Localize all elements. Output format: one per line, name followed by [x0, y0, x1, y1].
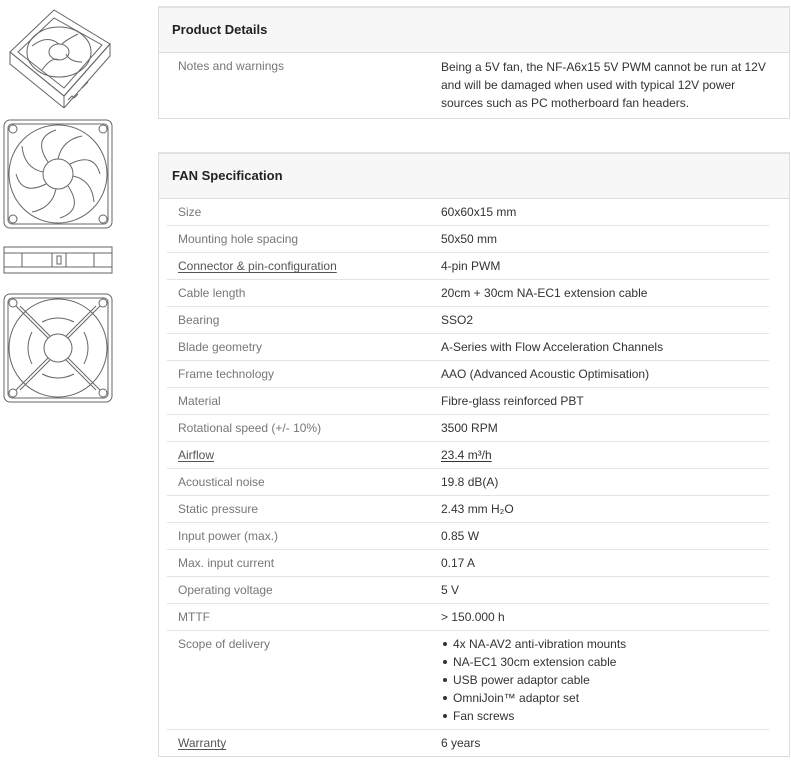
spec-value: 19.8 dB(A): [441, 475, 499, 489]
spec-row-mounting: [167, 226, 769, 253]
spec-row-blade: [167, 334, 769, 361]
spec-label: Mounting hole spacing: [178, 232, 299, 246]
spec-value: 6 years: [441, 736, 481, 750]
spec-row-pressure: [167, 496, 769, 523]
spec-value: 3500 RPM: [441, 421, 498, 435]
connector-link[interactable]: Connector & pin-configuration: [178, 259, 337, 273]
spec-label: MTTF: [178, 610, 210, 624]
spec-table: [159, 199, 789, 756]
spec-row-airflow: [167, 442, 769, 469]
spec-value: 2.43 mm H₂O: [441, 502, 514, 516]
product-details-panel: [158, 6, 790, 119]
spec-label: Material: [178, 394, 221, 408]
spec-row-warranty: [167, 730, 769, 756]
spec-label: Scope of delivery: [178, 637, 271, 651]
spec-value: > 150.000 h: [441, 610, 505, 624]
spec-label: Blade geometry: [178, 340, 263, 354]
spec-row-bearing: [167, 307, 769, 334]
spec-row-mttf: [167, 604, 769, 631]
spec-label: Size: [178, 205, 202, 219]
notes-label: Notes and warnings: [178, 59, 285, 73]
spec-row-voltage: [167, 577, 769, 604]
fan-spec-panel: [158, 152, 790, 757]
spec-label: Max. input current: [178, 556, 275, 570]
list-item: OmniJoin™ adaptor set: [453, 689, 769, 707]
spec-row-size: [167, 199, 769, 226]
spec-row-notes: [167, 53, 769, 118]
spec-value: 4-pin PWM: [441, 259, 501, 273]
product-details-heading: Product Details: [159, 8, 789, 53]
airflow-value-link[interactable]: 23.4 m³/h: [441, 448, 492, 462]
list-item: USB power adaptor cable: [453, 671, 769, 689]
list-item: Fan screws: [453, 707, 769, 725]
spec-value: 20cm + 30cm NA-EC1 extension cable: [441, 286, 648, 300]
spec-label: Operating voltage: [178, 583, 273, 597]
spec-label: Acoustical noise: [178, 475, 265, 489]
spec-row-scope: [167, 631, 769, 730]
spec-row-material: [167, 388, 769, 415]
spec-value: 0.17 A: [441, 556, 476, 570]
spec-label: Bearing: [178, 313, 220, 327]
spec-value: 60x60x15 mm: [441, 205, 517, 219]
spec-row-cable: [167, 280, 769, 307]
fan-side-icon[interactable]: [2, 245, 114, 275]
list-item: 4x NA-AV2 anti-vibration mounts: [453, 635, 769, 653]
spec-row-frame: [167, 361, 769, 388]
spec-label: Frame technology: [178, 367, 275, 381]
spec-label: Input power (max.): [178, 529, 279, 543]
spec-value: Fibre-glass reinforced PBT: [441, 394, 584, 408]
spec-value: AAO (Advanced Acoustic Optimisation): [441, 367, 650, 381]
fan-back-icon[interactable]: [2, 292, 114, 404]
spec-label: Static pressure: [178, 502, 259, 516]
spec-value: 0.85 W: [441, 529, 480, 543]
spec-row-speed: [167, 415, 769, 442]
spec-value: SSO2: [441, 313, 474, 327]
spec-row-connector: [167, 253, 769, 280]
spec-row-noise: [167, 469, 769, 496]
spec-label: Cable length: [178, 286, 246, 300]
list-item: NA-EC1 30cm extension cable: [453, 653, 769, 671]
delivery-list: [441, 635, 769, 725]
airflow-link[interactable]: Airflow: [178, 448, 215, 462]
spec-row-power: [167, 523, 769, 550]
fan-spec-heading: FAN Specification: [159, 154, 789, 199]
spec-value: 50x50 mm: [441, 232, 498, 246]
spec-value: A-Series with Flow Acceleration Channels: [441, 340, 664, 354]
fan-front-icon[interactable]: [2, 118, 114, 230]
fan-perspective-icon[interactable]: [2, 4, 114, 108]
spec-value: 5 V: [441, 583, 460, 597]
notes-value: Being a 5V fan, the NF-A6x15 5V PWM cannot be run at 12V and will be damaged when used with typical 12V power sources such as PC motherboard fan headers.: [441, 60, 766, 110]
spec-row-current: [167, 550, 769, 577]
warranty-link[interactable]: Warranty: [178, 736, 227, 750]
spec-label: Rotational speed (+/- 10%): [178, 421, 322, 435]
